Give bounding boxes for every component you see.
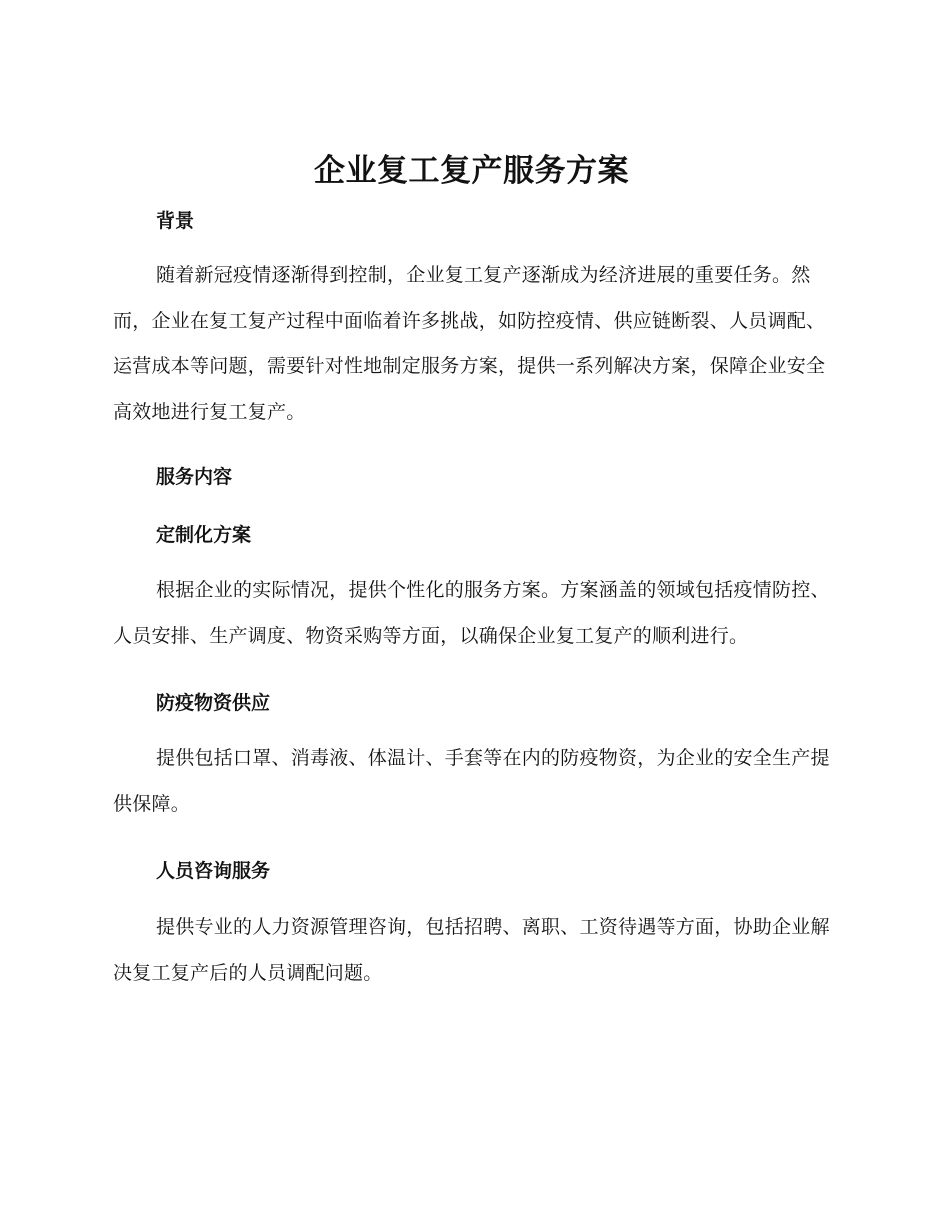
paragraph-hr-consulting: 提供专业的人力资源管理咨询，包括招聘、离职、工资待遇等方面，协助企业解决复工复产后的人员调配问题。 [113,916,830,984]
section-heading-custom-plan: 定制化方案 [156,524,252,546]
document-title: 企业复工复产服务方案 [314,153,629,189]
paragraph-background: 随着新冠疫情逐渐得到控制，企业复工复产逐渐成为经济进展的重要任务。然而，企业在复工复产过程中面临着许多挑战，如防控疫情、供应链断裂、人员调配、运营成本等问题，需要针对性地制定服务方案，提供一系列解决方案，保障企业安全高效地进行复工复产。 [113,264,826,423]
section-heading-services: 服务内容 [156,466,233,488]
section-heading-hr-consulting: 人员咨询服务 [156,860,271,882]
paragraph-epidemic-supplies: 提供包括口罩、消毒液、体温计、手套等在内的防疫物资，为企业的安全生产提供保障。 [113,747,830,815]
paragraph-custom-plan: 根据企业的实际情况，提供个性化的服务方案。方案涵盖的领域包括疫情防控、人员安排、生产调度、物资采购等方面，以确保企业复工复产的顺利进行。 [113,579,830,647]
section-heading-epidemic-supplies: 防疫物资供应 [156,692,271,714]
section-heading-background: 背景 [156,210,195,232]
